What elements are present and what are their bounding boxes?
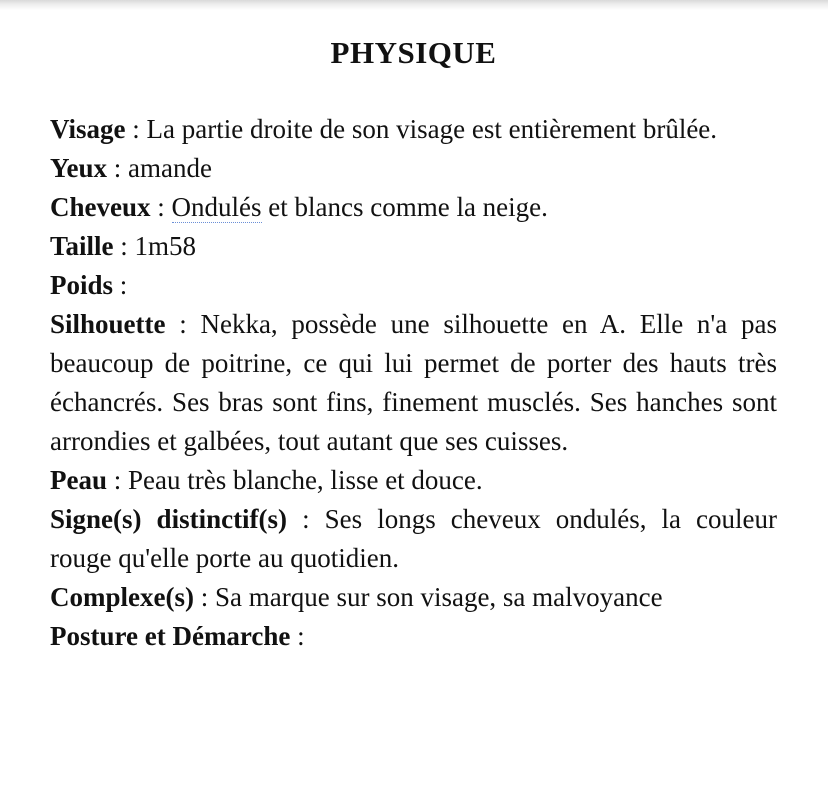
entry-value: Nekka, possède une silhouette en A. Elle n'a pas beaucoup de poitrine, ce qui lui permet de porter des hauts très échancrés. Ses bras sont fins, finement musclés. Ses hanches sont arrondies et galbées, tout autant que ses cuisses. (50, 309, 777, 456)
entry-silhouette (50, 305, 777, 461)
entry-separator: : (107, 153, 129, 183)
entry-signes-distinctifs (50, 500, 777, 578)
entry-value: et blancs comme la neige. (261, 192, 548, 222)
entry-separator: : (193, 582, 215, 612)
entry-value: Peau très blanche, lisse et douce. (128, 465, 483, 495)
entry-separator: : (287, 504, 325, 534)
entry-label: Cheveux (50, 192, 151, 222)
entry-label: Poids (50, 270, 114, 300)
entry-separator: : (113, 270, 128, 300)
entry-label: Posture et Démarche (50, 621, 291, 651)
entry-separator: : (113, 231, 135, 261)
spellcheck-word-link[interactable]: Ondulés (171, 192, 262, 222)
entry-separator: : (107, 465, 129, 495)
entry-label: Peau (50, 465, 107, 495)
document-page (50, 0, 777, 656)
entry-value: Sa marque sur son visage, sa malvoyance (214, 582, 663, 612)
entry-peau (50, 461, 777, 500)
entry-label: Silhouette (50, 309, 166, 339)
entry-label: Complexe(s) (50, 582, 194, 612)
page-title: PHYSIQUE (330, 35, 497, 70)
entry-visage (50, 110, 777, 149)
entry-posture-demarche (50, 617, 777, 656)
entry-value: 1m58 (134, 231, 197, 261)
entry-taille (50, 227, 777, 266)
entry-label: Signe(s) distinctif(s) (50, 504, 288, 534)
entry-value: Ses longs cheveux ondulés, la couleur rouge qu'elle porte au quotidien. (50, 504, 778, 573)
entry-poids (50, 266, 777, 305)
entry-separator: : (125, 114, 147, 144)
entry-cheveux (50, 188, 777, 227)
entry-separator: : (290, 621, 305, 651)
entry-label: Yeux (50, 153, 108, 183)
entry-value: amande (128, 153, 212, 183)
entry-list (50, 110, 777, 656)
entry-yeux (50, 149, 777, 188)
entry-complexes (50, 578, 777, 617)
entry-value: La partie droite de son visage est entièrement brûlée. (146, 114, 718, 144)
entry-separator: : (165, 309, 201, 339)
entry-separator: : (150, 192, 172, 222)
entry-label: Visage (50, 114, 126, 144)
entry-label: Taille (50, 231, 114, 261)
